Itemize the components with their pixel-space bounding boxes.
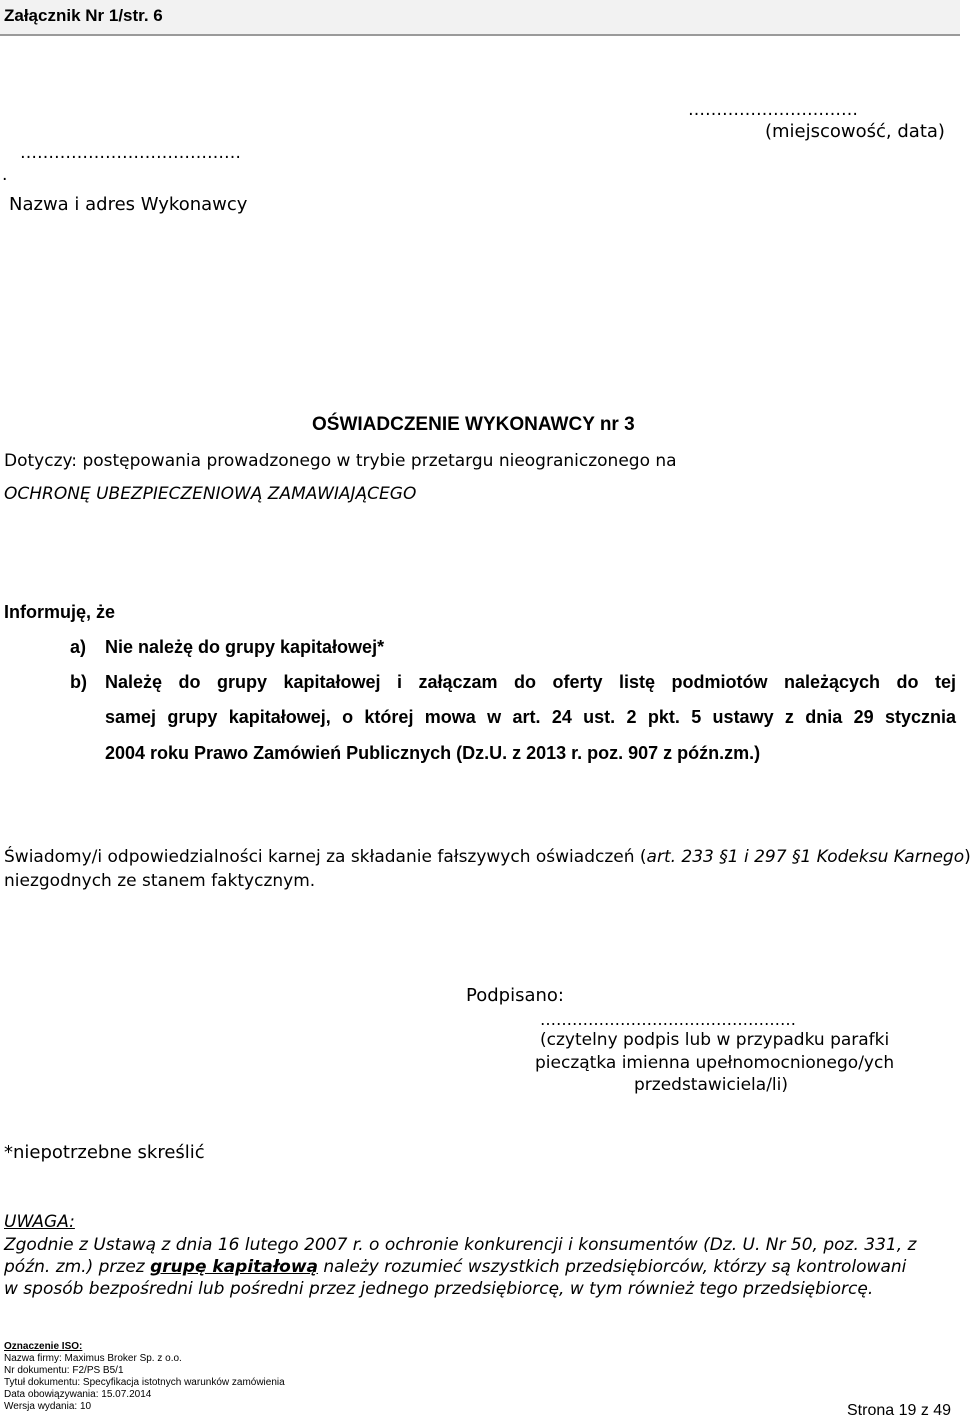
- option-b: [70, 672, 956, 772]
- option-b-line-1: Należę do grupy kapitałowej i załączam do oferty listę podmiotów należących do tej: [105, 672, 956, 692]
- statement-title: OŚWIADCZENIE WYKONAWCY nr 3: [312, 414, 635, 435]
- page-number: Strona 19 z 49: [847, 1402, 952, 1419]
- place-date-label: (miejscowość, data): [765, 121, 945, 142]
- page-header-bar: [0, 0, 960, 36]
- contractor-dots: …………………………………: [20, 143, 241, 163]
- signature-note-1: (czytelny podpis lub w przypadku parafki: [540, 1030, 890, 1050]
- footer-doc-no: Nr dokumentu: F2/PS B5/1: [4, 1365, 124, 1376]
- option-a-label: a): [70, 637, 87, 657]
- option-a-text: Nie należę do grupy kapitałowej*: [105, 637, 385, 657]
- attachment-title: Załącznik Nr 1/str. 6: [4, 6, 163, 25]
- awareness-line-2: niezgodnych ze stanem faktycznym.: [4, 871, 316, 891]
- subject-line-2: OCHRONĘ UBEZPIECZENIOWĄ ZAMAWIAJĄCEGO: [4, 484, 417, 504]
- awareness-legal-ref: art. 233 §1 i 297 §1 Kodeksu Karnego: [646, 847, 965, 867]
- option-b-line-3: 2004 roku Prawo Zamówień Publicznych (Dz.U. z 2013 r. poz. 907 z późn.zm.): [105, 743, 761, 763]
- signature-note-3: przedstawiciela/li): [634, 1075, 788, 1095]
- signature-label: Podpisano:: [466, 985, 564, 1006]
- option-b-line-2: samej grupy kapitałowej, o której mowa w art. 24 ust. 2 pkt. 5 ustawy z dnia 29 stycznia: [105, 707, 956, 727]
- place-date-dots: …………………………: [688, 100, 858, 120]
- signature-dots: …………………………………………: [540, 1010, 796, 1029]
- note-line-2-end: należy rozumieć wszystkich przedsiębiorców, którzy są kontrolowani: [318, 1257, 907, 1277]
- awareness-close: ): [964, 847, 971, 867]
- subject-line-1: Dotyczy: postępowania prowadzonego w trybie przetargu nieograniczonego na: [4, 451, 677, 471]
- awareness-line-1: [4, 847, 971, 867]
- footer-company: Nazwa firmy: Maximus Broker Sp. z o.o.: [4, 1353, 182, 1364]
- note-line-3: w sposób bezpośredni lub pośredni przez jednego przedsiębiorcę, w tym również tego przedsiębiorcę.: [4, 1279, 874, 1299]
- footnote: *niepotrzebne skreślić: [4, 1142, 205, 1163]
- footer-doc-title: Tytuł dokumentu: Specyfikacja istotnych warunków zamówienia: [4, 1377, 285, 1388]
- note-line-2: [4, 1257, 906, 1277]
- note-heading: UWAGA:: [4, 1212, 75, 1232]
- footer-iso: Oznaczenie ISO:: [4, 1341, 83, 1352]
- note-capital-group: grupę kapitałową: [150, 1257, 318, 1277]
- note-line-2-start: późn. zm.) przez: [4, 1257, 151, 1277]
- inform-heading: Informuję, że: [4, 602, 116, 622]
- signature-note-2: pieczątka imienna upełnomocnionego/ych: [535, 1053, 895, 1073]
- note-line-1: Zgodnie z Ustawą z dnia 16 lutego 2007 r. o ochronie konkurencji i konsumentów (Dz. U. Nr 50, poz. 331, z: [4, 1235, 917, 1255]
- contractor-dot: .: [2, 165, 8, 185]
- contractor-label: Nazwa i adres Wykonawcy: [9, 194, 248, 215]
- option-a: [70, 637, 956, 661]
- footer-version: Wersja wydania: 10: [4, 1401, 92, 1412]
- option-b-label: b): [70, 672, 87, 692]
- footer-valid-date: Data obowiązywania: 15.07.2014: [4, 1389, 152, 1400]
- awareness-text: Świadomy/i odpowiedzialności karnej za składanie fałszywych oświadczeń (: [4, 847, 647, 867]
